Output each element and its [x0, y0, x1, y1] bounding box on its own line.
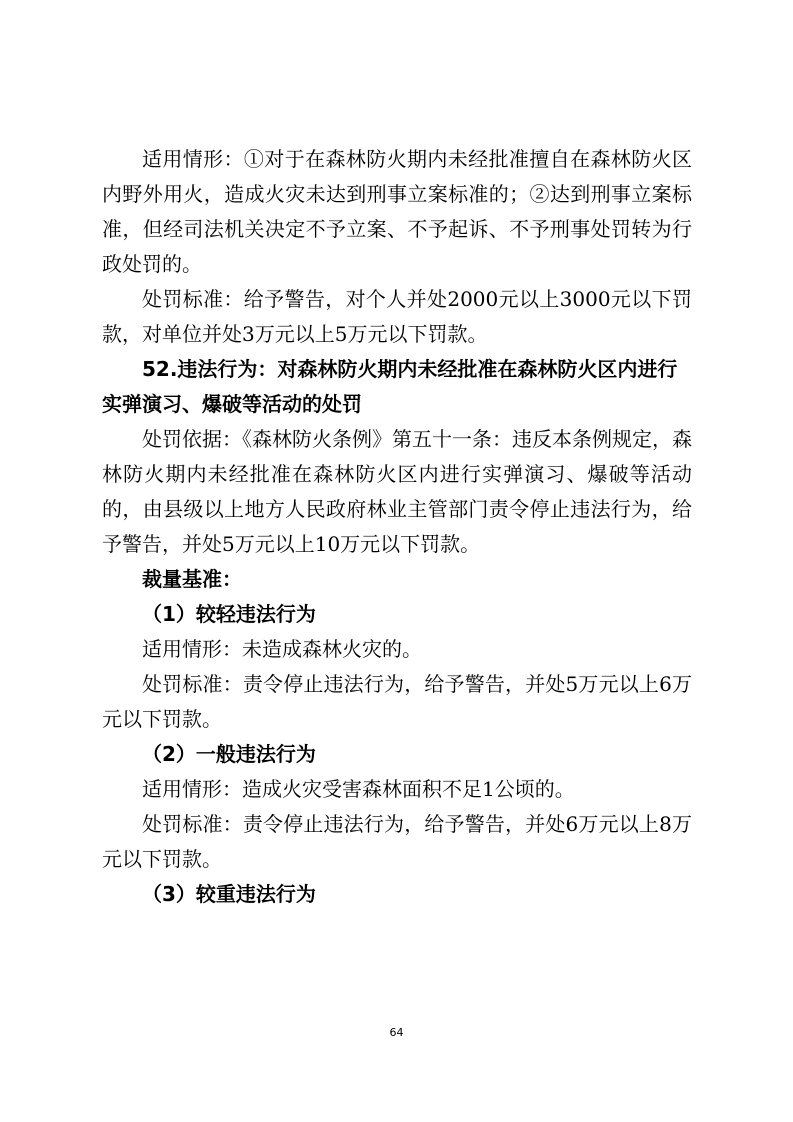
paragraph-minor-situation: 适用情形：未造成森林火灾的。	[142, 637, 422, 661]
paragraph-penalty-standard: 处罚标准：给予警告，对个人并处2000元以上3000元以下罚款，对单位并处3万元以上5万元以下罚款。	[102, 287, 692, 346]
heading-general-violation: （2）一般违法行为	[142, 742, 316, 766]
page-number: 64	[389, 1026, 404, 1039]
heading-discretion-standard: 裁量基准：	[142, 567, 242, 591]
paragraph-general-situation: 适用情形：造成火灾受害森林面积不足1公顷的。	[142, 777, 575, 801]
paragraph-applicable-situation: 适用情形：①对于在森林防火期内未经批准擅自在森林防火区内野外用火，造成火灾未达到刑事立案标准的；②达到刑事立案标准，但经司法机关决定不予立案、不予起诉、不予刑事处罚转为行政处罚的。	[102, 147, 692, 276]
section-heading-52: 52.违法行为：对森林防火期内未经批准在森林防火区内进行实弹演习、爆破等活动的处罚	[102, 357, 678, 416]
paragraph-general-penalty: 处罚标准：责令停止违法行为，给予警告，并处6万元以上8万元以下罚款。	[102, 812, 692, 871]
paragraph-minor-penalty: 处罚标准：责令停止违法行为，给予警告，并处5万元以上6万元以下罚款。	[102, 672, 692, 731]
heading-minor-violation: （1）较轻违法行为	[142, 602, 316, 626]
document-body	[102, 142, 692, 912]
paragraph-penalty-basis: 处罚依据：《森林防火条例》第五十一条：违反本条例规定，森林防火期内未经批准在森林防火区内进行实弹演习、爆破等活动的，由县级以上地方人民政府林业主管部门责令停止违法行为，给予警告，并处5万元以上10万元以下罚款。	[102, 427, 692, 556]
heading-serious-violation: （3）较重违法行为	[142, 882, 316, 906]
